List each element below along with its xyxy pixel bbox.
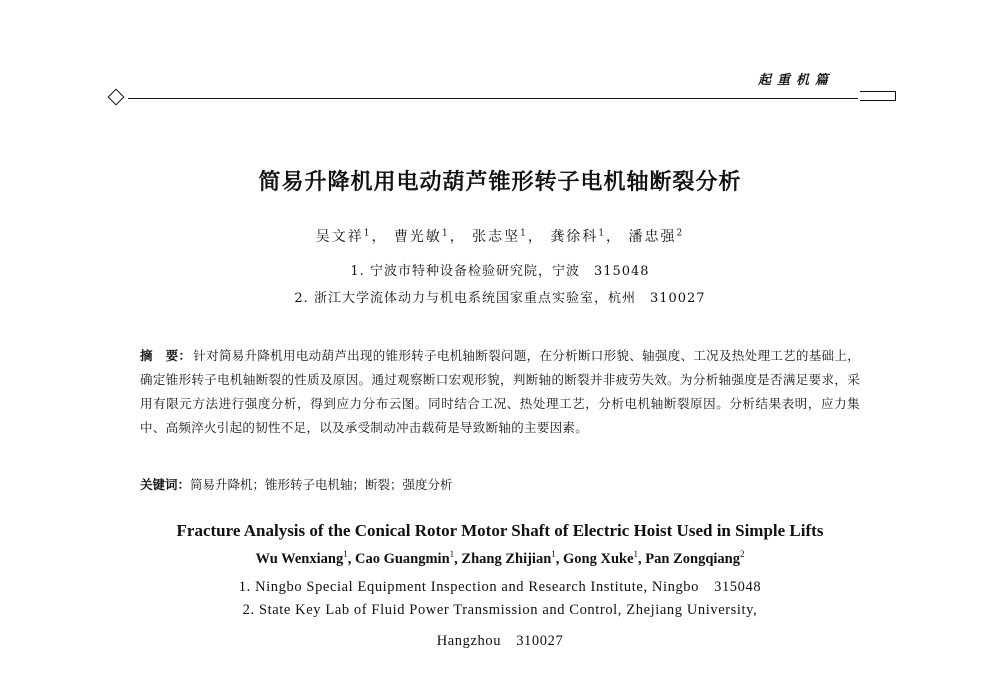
running-head: 起重机篇 — [758, 73, 835, 88]
author-aff: 1 — [551, 549, 556, 559]
author-aff: 1 — [441, 228, 450, 239]
affiliation-cn-1: 1. 宁波市特种设备检验研究院，宁波 315048 — [350, 264, 650, 279]
author-aff: 1 — [598, 228, 607, 239]
header-box — [860, 91, 896, 101]
author-aff: 2 — [740, 549, 745, 559]
author-aff: 1 — [633, 549, 639, 559]
authors-cn: 吴文祥$^1$， 曹光敏$^1$， 张志坚$^1$， 龚徐科$^1$， 潘忠强$^2$ — [315, 228, 685, 245]
author-cn: 龚徐科 — [550, 229, 599, 245]
author-cn: 曹光敏 — [393, 229, 442, 245]
author-aff: 1 — [343, 549, 348, 559]
diamond-icon — [108, 89, 125, 106]
author-aff: 1 — [449, 549, 455, 559]
author-en: Cao Guangmin — [354, 550, 450, 567]
affiliation-en-2: 2. State Key Lab of Fluid Power Transmission and Control, Zhejiang University, — [242, 602, 758, 618]
author-cn: 潘忠强 — [628, 229, 677, 245]
author-en: Zhang Zhijian — [461, 550, 552, 567]
keywords-cn — [140, 475, 860, 493]
title-cn: 简易升降机用电动葫芦锥形转子电机轴断裂分析 — [258, 170, 742, 195]
keywords-label: 关键词： — [140, 477, 191, 492]
author-cn: 张志坚 — [472, 229, 521, 245]
abstract-text: 针对简易升降机用电动葫芦出现的锥形转子电机轴断裂问题，在分析断口形貌、轴强度、工况及热处理工艺的基础上，确定锥形转子电机轴断裂的性质及原因。通过观察断口宏观形貌，判断轴的断裂并非疲劳失效。为分析轴强度是否满足要求，采用有限元方法进行强度分析，得到应力分布云图。同时结合工况、热处理工艺，分析电机轴断裂原因。分析结果表明，应力集中、高频淬火引起的韧性不足，以及承受制动冲击载荷是导致断轴的主要因素。 — [140, 348, 860, 435]
keywords-text: 简易升降机；锥形转子电机轴；断裂；强度分析 — [190, 477, 453, 492]
abstract-label: 摘 要： — [140, 348, 192, 363]
author-aff: 2 — [676, 228, 685, 239]
title-en: Fracture Analysis of the Conical Rotor Motor Shaft of Electric Hoist Used in Simple Lifts — [176, 521, 824, 540]
header-rule — [128, 98, 858, 99]
author-en: Pan Zongqiang — [645, 550, 740, 567]
authors-en: Wu Wenxiang$^1$, Cao Guangmin$^1$, Zhang Zhijian$^1$, Gong Xuke$^1$, Pan Zongqiang$^2$ — [255, 549, 745, 567]
affiliation-en-2-cont: Hangzhou 310027 — [436, 633, 564, 649]
author-en: Gong Xuke — [563, 550, 634, 567]
author-en: Wu Wenxiang — [255, 550, 344, 567]
author-aff: 1 — [520, 228, 528, 239]
abstract-cn — [140, 344, 860, 440]
author-cn: 吴文祥 — [315, 229, 364, 245]
affiliation-en-1: 1. Ningbo Special Equipment Inspection and Research Institute, Ningbo 315048 — [238, 579, 762, 595]
author-aff: 1 — [363, 228, 372, 239]
affiliation-cn-2: 2. 浙江大学流体动力与机电系统国家重点实验室，杭州 310027 — [294, 291, 706, 306]
